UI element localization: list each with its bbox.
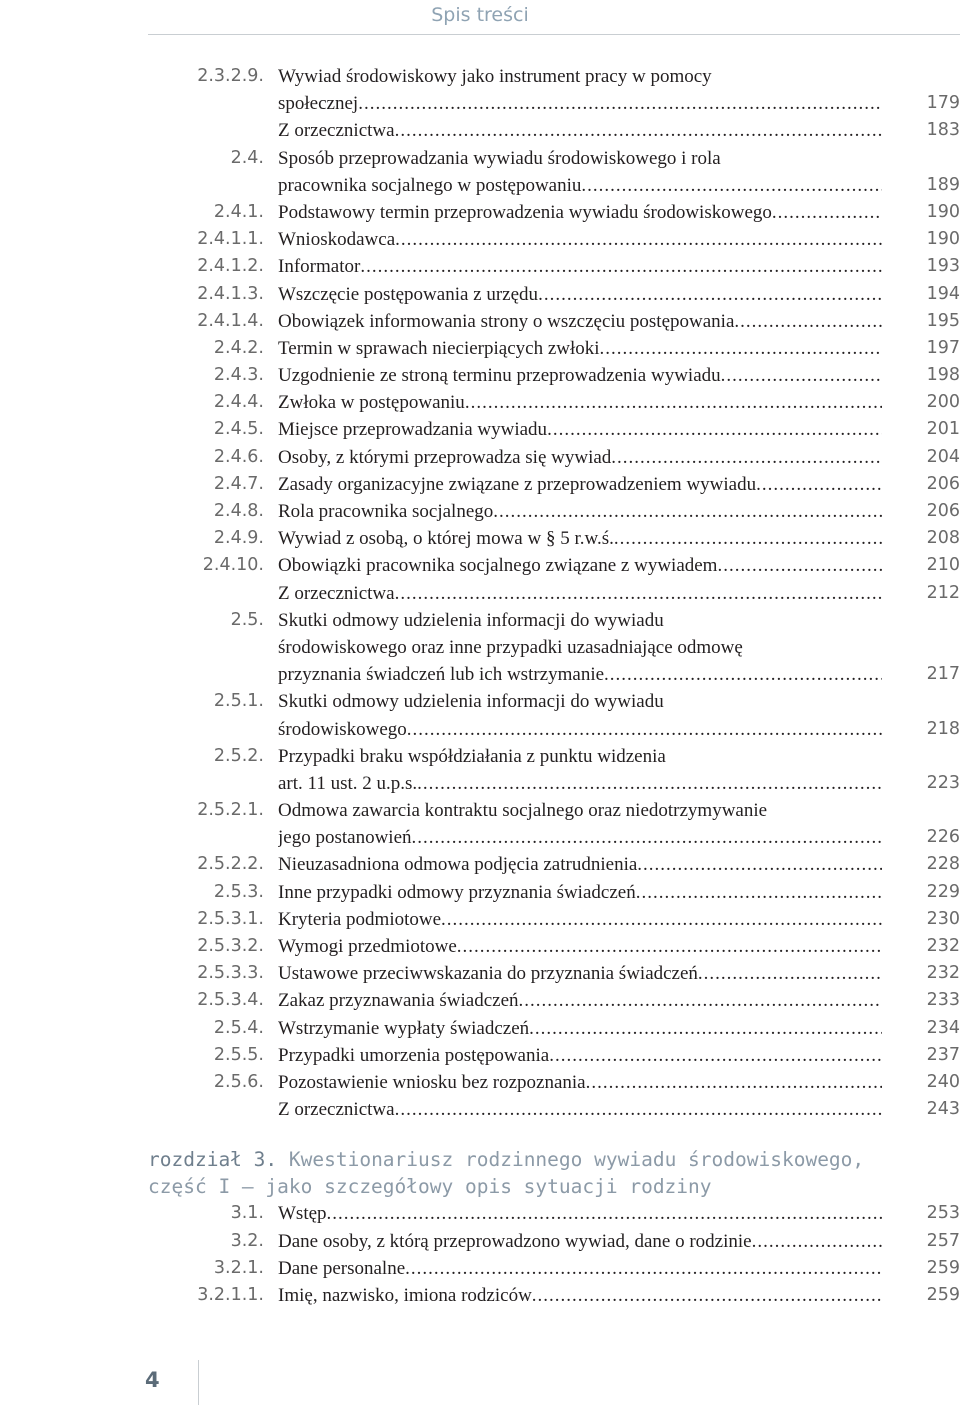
toc-entry-title (278, 253, 882, 280)
toc-entry-title-text: Kryteria podmiotowe (278, 908, 442, 930)
toc-entry-number: 2.4.3. (213, 365, 264, 386)
toc-entry-title (278, 90, 882, 117)
toc-entry-title-text: Sposób przeprowadzania wywiadu środowiskowego i rola (278, 147, 721, 169)
toc-entry-page: 226 (926, 827, 960, 848)
toc-entry-title-text: Z orzecznictwa (278, 582, 395, 604)
toc-entry-number: 2.4.9. (213, 528, 264, 549)
chapter-label: rozdział 3. (148, 1148, 278, 1172)
toc-entry-title-text: Przypadki braku współdziałania z punktu widzenia (278, 745, 666, 767)
toc-entry-title (278, 444, 882, 471)
toc-entry-page: 237 (926, 1044, 960, 1065)
toc-entry-title (278, 879, 882, 906)
toc-entry[interactable] (0, 498, 960, 525)
toc-entry-page: 190 (926, 229, 960, 250)
toc-entry-title (278, 172, 882, 199)
toc-entry-number: 3.2.1. (213, 1257, 264, 1278)
toc-entry-title-text: Rola pracownika socjalnego (278, 501, 494, 522)
toc-entry-title (278, 308, 882, 335)
toc-entry-number: 2.5.2.1. (197, 800, 264, 821)
toc-entry-title-text: Zwłoka w postępowaniu (278, 392, 465, 414)
toc-entry-title (278, 145, 882, 172)
toc-entry-title-text: Dane personalne (278, 1257, 406, 1279)
toc-entry-title (278, 960, 882, 987)
toc-entry-title-text: Odmowa zawarcia kontraktu socjalnego oraz niedotrzymywanie (278, 800, 768, 822)
toc-entry-page: 240 (926, 1071, 960, 1092)
toc-entry-page: 183 (926, 120, 960, 141)
table-of-contents (0, 63, 960, 1309)
toc-entry-page: 217 (926, 664, 960, 685)
toc-entry-title-text: Podstawowy termin przeprowadzenia wywiadu środowiskowego (278, 201, 772, 223)
toc-entry-number: 2.5.3.1. (197, 908, 264, 929)
chapter-title-line-1: Kwestionariusz rodzinnego wywiadu środowiskowego, (288, 1148, 865, 1172)
toc-entry-title-text: Z orzecznictwa (278, 120, 395, 142)
toc-entry[interactable] (0, 1228, 960, 1255)
toc-entry-number: 2.5.6. (213, 1071, 264, 1092)
toc-entry-page: 206 (926, 501, 960, 521)
toc-entry-number: 2.4. (230, 147, 264, 168)
toc-entry-number: 3.2. (230, 1230, 264, 1251)
toc-entry-page: 253 (926, 1203, 960, 1224)
toc-entry-page: 259 (926, 1284, 960, 1305)
toc-entry-page: 243 (926, 1099, 960, 1120)
toc-entry-title-text: Inne przypadki odmowy przyznania świadczeń (278, 881, 636, 903)
toc-entry-number: 2.4.1.2. (197, 256, 264, 277)
toc-entry-title (278, 63, 882, 90)
toc-entry[interactable] (0, 933, 960, 960)
toc-entry[interactable] (0, 688, 960, 742)
toc-entry-title (278, 824, 882, 851)
toc-entry-title (278, 416, 882, 443)
toc-entry-number: 2.4.1.4. (197, 310, 264, 331)
toc-entry-title-text: środowiskowego (278, 718, 407, 740)
toc-entry-title (278, 117, 882, 144)
toc-entry[interactable] (0, 389, 960, 416)
toc-entry-title (278, 770, 882, 797)
toc-entry-number: 2.4.6. (213, 446, 264, 467)
toc-entry-number: 2.5.3.3. (197, 963, 264, 984)
toc-entry-title-text: społecznej (278, 93, 359, 115)
toc-entry-number: 2.4.8. (213, 501, 264, 521)
toc-entry[interactable] (0, 987, 960, 1014)
toc-entry-title-text: Wstrzymanie wypłaty świadczeń (278, 1017, 530, 1039)
toc-entry-number: 2.5. (230, 609, 264, 630)
toc-entry-title (278, 552, 882, 579)
toc-entry-number: 2.5.3.2. (197, 936, 264, 956)
toc-entry[interactable] (0, 906, 960, 933)
toc-entry-page: 197 (926, 337, 960, 358)
toc-entry-title-text: Obowiązek informowania strony o wszczęciu postępowania (278, 310, 735, 332)
toc-entry-title (278, 335, 882, 362)
toc-entry[interactable] (0, 1255, 960, 1282)
toc-entry[interactable] (0, 1282, 960, 1309)
toc-entry-number: 3.1. (230, 1203, 264, 1224)
toc-entry-page: 179 (926, 93, 960, 114)
toc-entry[interactable] (0, 145, 960, 199)
toc-entry-title (278, 389, 882, 416)
toc-entry-page: 206 (926, 473, 960, 494)
toc-entry-title-text: Wywiad środowiskowy jako instrument pracy w pomocy (278, 66, 712, 87)
header-divider (148, 34, 960, 35)
toc-entry[interactable] (0, 471, 960, 498)
toc-entry-title-text: Wstęp (278, 1203, 327, 1225)
toc-entry-number: 2.3.2.9. (197, 66, 264, 86)
toc-entry-page: 194 (926, 283, 960, 304)
toc-entry-title-text: Wnioskodawca (278, 229, 396, 251)
toc-entry-page: 190 (926, 201, 960, 222)
toc-entry-number: 2.4.4. (213, 392, 264, 413)
toc-entry-page: 189 (926, 174, 960, 195)
toc-entry-title-text: Informator (278, 256, 361, 278)
toc-entry[interactable] (0, 580, 960, 607)
toc-entry-title-text: Osoby, z którymi przeprowadza się wywiad (278, 446, 612, 468)
toc-entry-title (278, 199, 882, 226)
toc-entry[interactable] (0, 743, 960, 797)
toc-entry-title-text: Przypadki umorzenia postępowania (278, 1044, 550, 1066)
chapter-heading (148, 1146, 948, 1200)
toc-entry-page: 201 (926, 419, 960, 440)
toc-entry-title-text: Wywiad z osobą, o której mowa w § 5 r.w.ś. (278, 528, 614, 550)
toc-entry-title (278, 661, 882, 688)
toc-entry-title (278, 226, 882, 253)
toc-entry[interactable] (0, 63, 960, 117)
toc-entry-title (278, 716, 882, 743)
toc-entry-number: 3.2.1.1. (197, 1284, 264, 1305)
toc-entry-number: 2.5.3. (213, 881, 264, 902)
toc-entry-page: 259 (926, 1257, 960, 1278)
toc-entry-title-text: Zasady organizacyjne związane z przeprowadzeniem wywiadu (278, 473, 757, 495)
toc-entry-title-text: pracownika socjalnego w postępowaniu (278, 174, 582, 196)
toc-entry-title (278, 743, 882, 770)
toc-entry[interactable] (0, 253, 960, 280)
toc-entry-title (278, 634, 882, 661)
toc-entry-title-text: Uzgodnienie ze stroną terminu przeprowadzenia wywiadu (278, 365, 721, 387)
toc-entry[interactable] (0, 525, 960, 552)
toc-entry-title-text: Obowiązki pracownika socjalnego związane z wywiadem (278, 555, 718, 577)
toc-entry[interactable] (0, 1200, 960, 1227)
page-number-divider (198, 1360, 199, 1405)
toc-entry-number: 2.5.2.2. (197, 854, 264, 875)
toc-entry-title (278, 851, 882, 878)
toc-entry-title-text: Wszczęcie postępowania z urzędu (278, 283, 539, 305)
toc-entry-title (278, 498, 882, 525)
toc-entry[interactable] (0, 960, 960, 987)
toc-entry-title-text: Pozostawienie wniosku bez rozpoznania (278, 1071, 586, 1093)
toc-entry-number: 2.4.1. (213, 201, 264, 222)
toc-entry-page: 229 (926, 881, 960, 902)
toc-entry[interactable] (0, 199, 960, 226)
toc-entry-title (278, 1015, 882, 1042)
toc-entry-page: 232 (926, 963, 960, 984)
toc-entry-title (278, 580, 882, 607)
toc-entry-title (278, 933, 882, 960)
toc-entry[interactable] (0, 117, 960, 144)
toc-entry[interactable] (0, 1069, 960, 1096)
toc-entry-title-text: Imię, nazwisko, imiona rodziców (278, 1284, 532, 1306)
toc-entry[interactable] (0, 416, 960, 443)
toc-entry-title (278, 525, 882, 552)
toc-entry-title-text: jego postanowień (278, 827, 412, 849)
toc-entry[interactable] (0, 281, 960, 308)
chapter-title-line-2: część I – jako szczegółowy opis sytuacji rodziny (148, 1175, 712, 1199)
toc-entry-number: 2.4.5. (213, 419, 264, 440)
toc-entry-page: 234 (926, 1017, 960, 1038)
toc-entry-title (278, 1228, 882, 1255)
toc-entry-title-text: Miejsce przeprowadzania wywiadu (278, 419, 548, 441)
chapter-entry-list (0, 1200, 960, 1309)
toc-entry[interactable] (0, 797, 960, 851)
toc-entry-page: 210 (926, 555, 960, 576)
toc-entry-number: 2.5.5. (213, 1044, 264, 1065)
toc-entry-title-text: Termin w sprawach niecierpiących zwłoki (278, 337, 600, 359)
toc-entry-number: 2.5.4. (213, 1017, 264, 1038)
toc-entry-page: 223 (926, 772, 960, 793)
toc-entry-title (278, 987, 882, 1014)
toc-entry-page: 257 (926, 1230, 960, 1251)
toc-entry-page: 228 (926, 854, 960, 875)
toc-entry-page: 218 (926, 718, 960, 739)
toc-entry-title-text: Zakaz przyznawania świadczeń (278, 990, 519, 1012)
toc-entry[interactable] (0, 444, 960, 471)
toc-entry-title (278, 281, 882, 308)
toc-entry-title (278, 1069, 882, 1096)
toc-entry-list (0, 63, 960, 1123)
toc-entry[interactable] (0, 226, 960, 253)
toc-entry-number: 2.4.10. (202, 555, 264, 576)
toc-entry-number: 2.4.1.3. (197, 283, 264, 304)
toc-entry-page: 208 (926, 528, 960, 549)
toc-entry-title-text: art. 11 ust. 2 u.p.s. (278, 772, 418, 794)
toc-entry-number: 2.5.2. (213, 745, 264, 766)
toc-entry-title (278, 1255, 882, 1282)
toc-entry-title-text: Nieuzasadniona odmowa podjęcia zatrudnienia (278, 854, 638, 876)
toc-entry-title (278, 471, 882, 498)
toc-entry-number: 2.4.7. (213, 473, 264, 494)
toc-entry-title-text: Z orzecznictwa (278, 1099, 395, 1121)
toc-entry-title (278, 906, 882, 933)
toc-entry-page: 195 (926, 310, 960, 331)
toc-entry-page: 193 (926, 256, 960, 277)
toc-entry-page: 232 (926, 936, 960, 956)
toc-entry-title-text: Dane osoby, z którą przeprowadzono wywiad, dane o rodzinie (278, 1230, 752, 1252)
toc-entry-title-text: Ustawowe przeciwwskazania do przyznania świadczeń (278, 963, 698, 985)
toc-entry[interactable] (0, 552, 960, 579)
toc-entry-page: 200 (926, 392, 960, 413)
toc-entry[interactable] (0, 1096, 960, 1123)
toc-entry[interactable] (0, 879, 960, 906)
toc-entry-page: 198 (926, 365, 960, 386)
toc-entry[interactable] (0, 607, 960, 689)
toc-entry-title (278, 1200, 882, 1227)
toc-entry-number: 2.4.2. (213, 337, 264, 358)
page-number: 4 (145, 1368, 160, 1392)
toc-entry-number: 2.5.3.4. (197, 990, 264, 1011)
toc-entry-title (278, 362, 882, 389)
toc-entry-title (278, 1096, 882, 1123)
toc-entry-title (278, 607, 882, 634)
toc-entry[interactable] (0, 1042, 960, 1069)
toc-entry-page: 212 (926, 582, 960, 603)
toc-entry-number: 2.4.1.1. (197, 229, 264, 250)
toc-entry[interactable] (0, 1015, 960, 1042)
toc-entry-title (278, 1282, 882, 1309)
toc-entry-title-text: Skutki odmowy udzielenia informacji do wywiadu (278, 691, 664, 713)
toc-entry-title (278, 797, 882, 824)
toc-entry-title-text: przyznania świadczeń lub ich wstrzymanie (278, 664, 605, 686)
toc-entry-title (278, 688, 882, 715)
toc-entry-page: 230 (926, 908, 960, 929)
toc-entry[interactable] (0, 308, 960, 335)
toc-entry-title (278, 1042, 882, 1069)
toc-entry-title-text: Skutki odmowy udzielenia informacji do wywiadu (278, 609, 664, 631)
toc-entry[interactable] (0, 335, 960, 362)
toc-entry-number: 2.5.1. (213, 691, 264, 712)
toc-entry[interactable] (0, 851, 960, 878)
toc-entry-title-text: Wymogi przedmiotowe (278, 936, 457, 957)
toc-entry-page: 204 (926, 446, 960, 467)
toc-entry-title-text: środowiskowego oraz inne przypadki uzasadniające odmowę (278, 636, 743, 658)
toc-entry-page: 233 (926, 990, 960, 1011)
toc-entry[interactable] (0, 362, 960, 389)
running-header: Spis treści (431, 4, 529, 26)
